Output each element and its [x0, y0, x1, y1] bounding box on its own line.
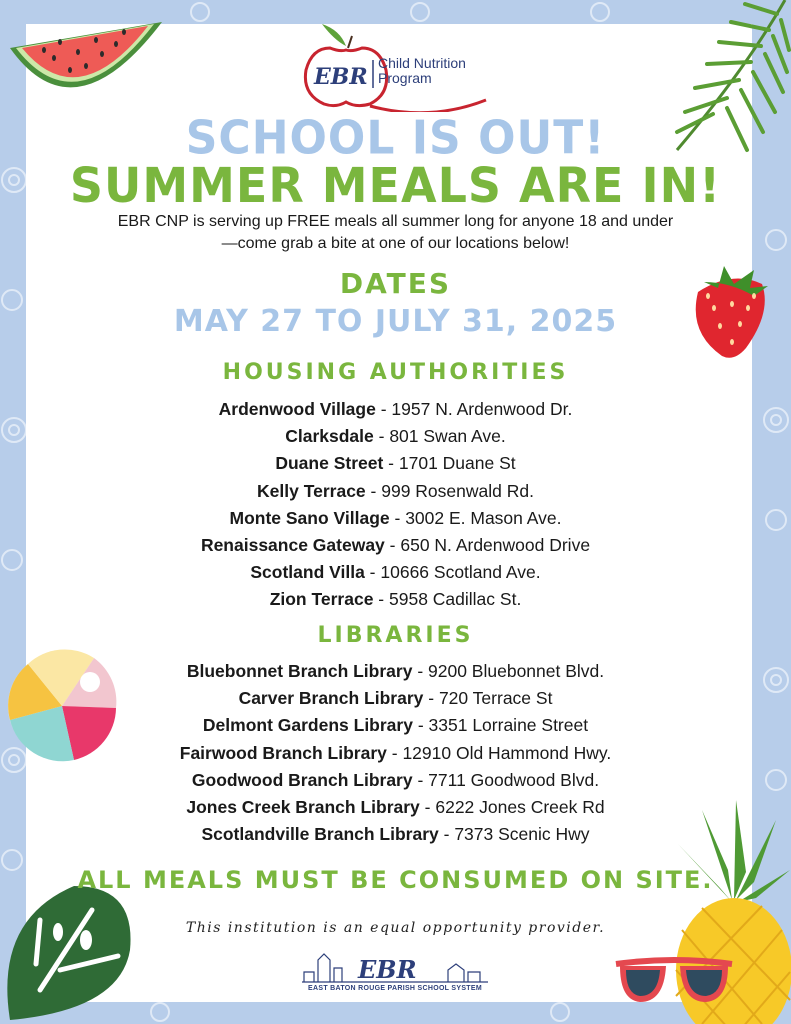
housing-location: Monte Sano Village - 3002 E. Mason Ave. [229, 507, 562, 528]
logo-line1: Child Nutrition [378, 55, 466, 71]
housing-location: Clarksdale - 801 Swan Ave. [285, 426, 506, 447]
location-address: 1701 Duane St [398, 453, 516, 474]
libraries-title: LIBRARIES [317, 623, 474, 648]
footer-brand-text: EBR [358, 955, 417, 984]
location-name: Delmont Gardens Library [202, 715, 413, 736]
housing-title: HOUSING AUTHORITIES [222, 360, 569, 385]
location-name: Bluebonnet Branch Library [186, 661, 413, 681]
location-address: 10666 Scotland Ave. [380, 562, 541, 583]
library-location: Scotlandville Branch Library - 7373 Scenic Hwy [201, 824, 590, 845]
dates-title: DATES [339, 267, 452, 300]
headline-summer-meals: SUMMER MEALS ARE IN! [69, 156, 722, 214]
location-name: Scotland Villa [250, 562, 365, 583]
housing-location: Ardenwood Village - 1957 N. Ardenwood Dr. [218, 399, 573, 419]
housing-location: Scotland Villa - 10666 Scotland Ave. [250, 562, 541, 583]
location-address: 720 Terrace St [438, 688, 553, 709]
location-name: Monte Sano Village [229, 507, 390, 528]
intro-text: EBR CNP is serving up FREE meals all summer long for anyone 18 and under—come grab a bite at one of our locations below! [117, 213, 674, 252]
location-name: Ardenwood Village [218, 399, 376, 419]
location-name: Clarksdale [285, 426, 374, 447]
location-name: Renaissance Gateway [200, 534, 385, 555]
location-name: Goodwood Branch Library [191, 769, 413, 790]
housing-location: Renaissance Gateway - 650 N. Ardenwood Drive [200, 534, 591, 555]
location-address: 650 N. Ardenwood Drive [400, 534, 591, 555]
location-name: Fairwood Branch Library [179, 742, 387, 763]
dates-value: MAY 27 TO JULY 31, 2025 [173, 304, 618, 339]
location-name: Jones Creek Branch Library [186, 796, 420, 817]
location-address: 7711 Goodwood Blvd. [428, 769, 600, 790]
location-name: Zion Terrace [269, 589, 374, 610]
location-address: 7373 Scenic Hwy [454, 824, 590, 845]
location-address: 3002 E. Mason Ave. [405, 507, 562, 528]
library-location: Bluebonnet Branch Library - 9200 Bluebonnet Blvd. [186, 661, 605, 681]
location-name: Carver Branch Library [238, 688, 424, 709]
location-address: 6222 Jones Creek Rd [435, 796, 605, 817]
sunglasses-icon [614, 956, 734, 1010]
location-address: 5958 Cadillac St. [389, 589, 522, 610]
libraries-list [0, 658, 791, 848]
logo-text [378, 56, 466, 86]
location-address: 12910 Old Hammond Hwy. [402, 742, 612, 763]
library-location: Goodwood Branch Library - 7711 Goodwood Blvd. [191, 769, 600, 790]
consumption-notice: ALL MEALS MUST BE CONSUMED ON SITE. [77, 866, 714, 894]
library-location: Delmont Gardens Library - 3351 Lorraine Street [202, 715, 589, 736]
location-address: 801 Swan Ave. [389, 426, 506, 447]
location-address: 999 Rosenwald Rd. [381, 480, 534, 501]
logo-brand-text: EBR [314, 64, 368, 90]
logo-line2: Program [378, 70, 432, 86]
headline-school-out: SCHOOL IS OUT! [185, 111, 606, 166]
location-name: Kelly Terrace [257, 480, 366, 501]
equal-opportunity-statement: This institution is an equal opportunity provider. [185, 920, 606, 936]
housing-location: Zion Terrace - 5958 Cadillac St. [269, 589, 522, 610]
library-location: Carver Branch Library - 720 Terrace St [238, 688, 553, 709]
location-address: 1957 N. Ardenwood Dr. [391, 399, 573, 419]
location-address: 9200 Bluebonnet Blvd. [428, 661, 605, 681]
location-name: Scotlandville Branch Library [201, 824, 439, 845]
library-location: Fairwood Branch Library - 12910 Old Hammond Hwy. [179, 742, 612, 763]
housing-location: Kelly Terrace - 999 Rosenwald Rd. [257, 480, 534, 501]
housing-list [0, 396, 791, 614]
library-location: Jones Creek Branch Library - 6222 Jones Creek Rd [186, 796, 605, 817]
location-name: Duane Street [275, 453, 384, 474]
watermelon-icon [4, 8, 166, 104]
housing-location: Duane Street - 1701 Duane St [275, 453, 516, 474]
monstera-leaf-icon [0, 880, 136, 1024]
location-address: 3351 Lorraine Street [428, 715, 589, 736]
footer-system-name: EAST BATON ROUGE PARISH SCHOOL SYSTEM [308, 985, 482, 992]
